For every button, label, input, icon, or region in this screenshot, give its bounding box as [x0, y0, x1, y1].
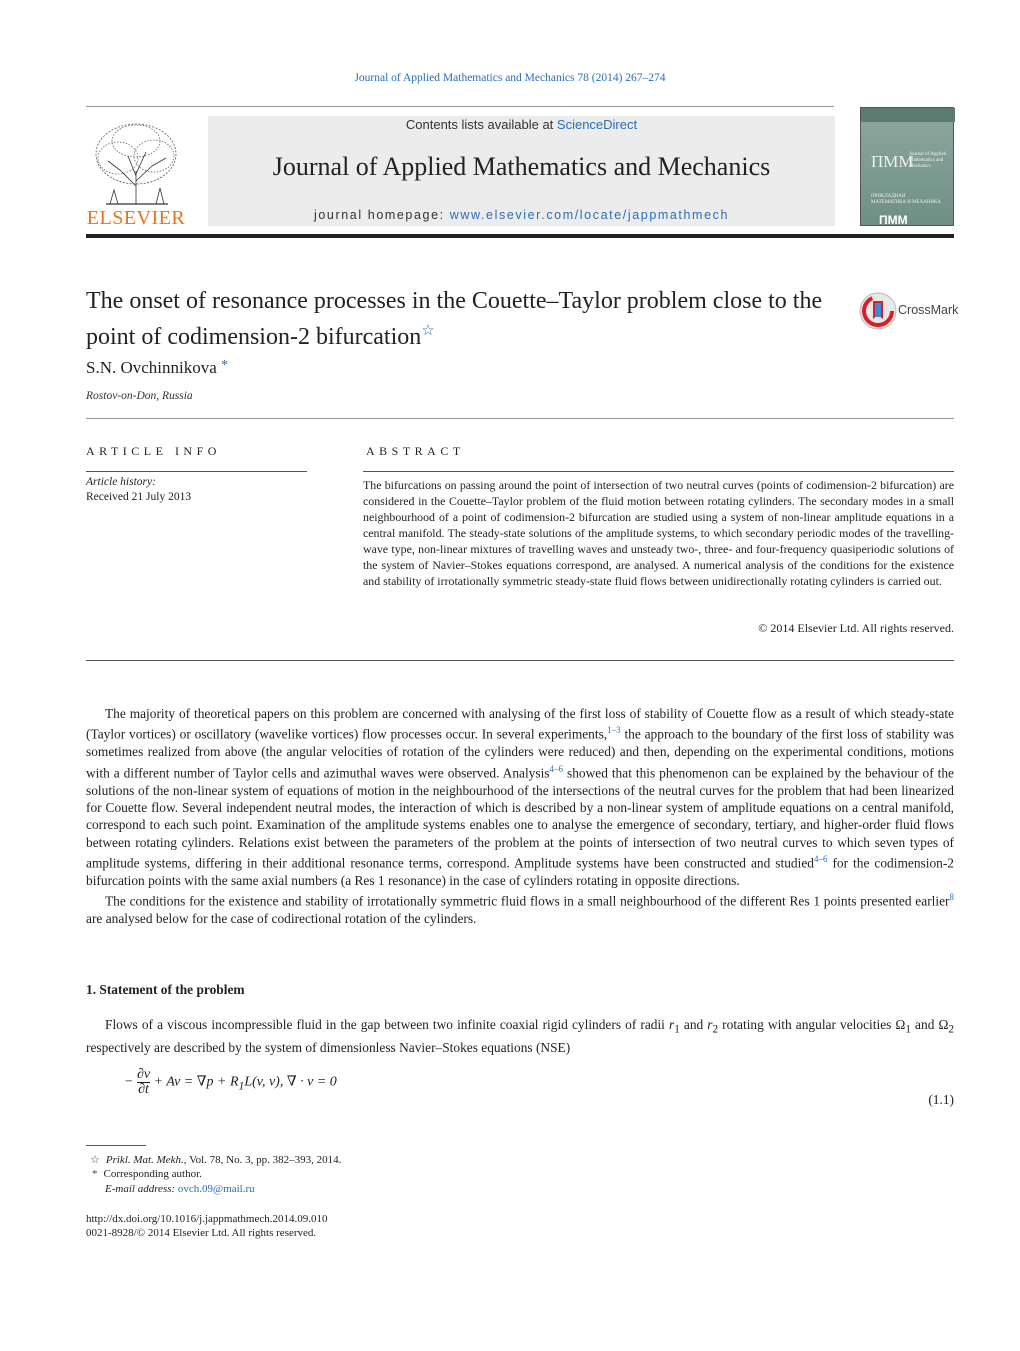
- ref-link-4-6-b[interactable]: 4–6: [813, 854, 828, 865]
- footnote-2-mark: *: [92, 1168, 98, 1180]
- issn-copyright: 0021-8928/© 2014 Elsevier Ltd. All rights reserved.: [86, 1227, 317, 1239]
- sciencedirect-link[interactable]: ScienceDirect: [556, 117, 638, 132]
- author-name: [86, 358, 228, 378]
- title-footnote-mark[interactable]: ☆: [421, 323, 435, 339]
- body-paragraph-group-2: [86, 1016, 954, 1056]
- journal-cover-thumbnail[interactable]: [860, 107, 954, 226]
- body-paragraph-2: [86, 889, 954, 927]
- abstract-rule: [363, 471, 954, 472]
- cover-title: ПММ: [871, 152, 914, 171]
- body-paragraph-3: [86, 1016, 954, 1056]
- p3-and-2: and Ω: [910, 1017, 949, 1032]
- homepage-prefix: journal homepage:: [313, 208, 450, 222]
- p3-text-b: rotating with angular velocities Ω: [718, 1017, 906, 1032]
- article-info-rule: [86, 471, 307, 472]
- footnote-rule: [86, 1145, 146, 1146]
- body-paragraph-1: [86, 705, 954, 889]
- abstract-copyright: © 2014 Elsevier Ltd. All rights reserved.: [758, 621, 954, 635]
- ref-link-8[interactable]: 8: [949, 892, 954, 903]
- body-paragraph-group: [86, 705, 954, 928]
- p1-text-a: The majority of theoretical papers on this problem are concerned with analysing of the first loss of stability of Couette flow as a result of which steady-state (Taylor vortices) or oscillatory (wavelike vortices) flow processes occur. In several experiments,: [86, 706, 954, 742]
- footnote-1-mark: ☆: [90, 1154, 100, 1166]
- journal-name: Journal of Applied Mathematics and Mechanics: [272, 152, 771, 181]
- cover-body-text: ПРИКЛАДНАЯ МАТЕМАТИКА И МЕХАНИКА: [871, 194, 941, 205]
- cover-top-strip: [861, 108, 955, 122]
- equation-minus: −: [124, 1074, 134, 1090]
- affiliation-rule: [86, 418, 954, 419]
- ref-link-1-3[interactable]: 1–3: [607, 725, 621, 736]
- equation-body: + Av = ∇p + R: [153, 1074, 239, 1090]
- omega-2-sub: 2: [948, 1023, 954, 1036]
- equation-denominator: ∂t: [138, 1082, 149, 1097]
- article-received-date: Received 21 July 2013: [86, 491, 192, 503]
- radius-r2: r: [707, 1017, 713, 1032]
- equation-fraction: [137, 1068, 150, 1097]
- radius-r1-sub: 1: [674, 1023, 680, 1036]
- footnote-2-text: Corresponding author.: [103, 1168, 202, 1180]
- header-thick-rule: [86, 234, 954, 238]
- article-title-text: The onset of resonance processes in the Couette–Taylor problem close to the point of codimension-2 bifurcation: [86, 288, 823, 350]
- article-history-title: Article history:: [86, 476, 156, 488]
- radius-r2-sub: 2: [712, 1023, 719, 1036]
- footnote-1: [90, 1153, 341, 1167]
- footnote-email: [105, 1182, 255, 1196]
- doi-link[interactable]: http://dx.doi.org/10.1016/j.jappmathmech.2014.09.010: [86, 1213, 328, 1225]
- article-info-heading: ARTICLE INFO: [86, 444, 221, 458]
- equation-tail: L(v, v), ∇ · v = 0: [244, 1074, 337, 1090]
- contents-available-line: [208, 117, 835, 132]
- p3-and-1: and: [679, 1017, 708, 1032]
- p3-text-a: Flows of a viscous incompressible fluid in the gap between two infinite coaxial rigid cylinders of radii: [105, 1017, 669, 1032]
- header-top-rule: [86, 106, 834, 107]
- crossmark-icon[interactable]: [858, 291, 898, 331]
- cover-bottom-title: ПММ: [879, 213, 908, 227]
- article-title: [86, 286, 846, 352]
- email-link[interactable]: ovch.09@mail.ru: [177, 1183, 255, 1195]
- author-footnote-mark[interactable]: *: [221, 358, 229, 373]
- footnote-2: [92, 1167, 202, 1181]
- journal-citation-link[interactable]: Journal of Applied Mathematics and Mechanics 78 (2014) 267–274: [354, 72, 666, 84]
- author-affiliation: Rostov-on-Don, Russia: [86, 390, 193, 402]
- p2-text-b: are analysed below for the case of codirectional rotation of the cylinders.: [86, 911, 477, 927]
- p1-text-b: the approach to the boundary of the first loss of stability was sometimes realized from above (the angular velocities of rotation of the cylinders were reduced) and then, depending on the experimental conditions, motions with a different number of Taylor cells and azimuthal waves were observed. Analysis: [86, 726, 955, 781]
- p2-text-a: The conditions for the existence and stability of irrotationally symmetric fluid flows in a small neighbourhood of the different Res 1 points presented earlier: [105, 893, 950, 909]
- abstract-text: The bifurcations on passing around the point of intersection of two neutral curves (points of codimension-2 bifurcation) are considered in the Couette–Taylor problem of the fluid motion between rotating cylinders. The secondary modes in a small neighbourhood of a point of codimension-2 bifurcation are studied using a system of non-linear amplitude equations in a central manifold. The steady-state solutions of the amplitude systems, to which secondary periodic modes of the travelling-wave type, non-linear mixtures of travelling waves and unsteady two-, three- and four-frequency quasiperiodic solutions of the system of Navier–Stokes equations correspond, are analysed. A numerical analysis of the conditions for the existence and stability of irrotationally symmetric steady-state fluid flows between unidirectionally rotating cylinders is carried out.: [363, 478, 954, 588]
- crossmark-label[interactable]: CrossMark: [898, 303, 959, 317]
- section-heading-1: 1. Statement of the problem: [86, 982, 245, 997]
- author-name-text[interactable]: S.N. Ovchinnikova: [86, 358, 217, 377]
- equation-number: (1.1): [928, 1092, 954, 1107]
- contents-prefix: Contents lists available at: [405, 117, 557, 132]
- elsevier-wordmark: ELSEVIER: [86, 207, 186, 229]
- journal-homepage-line: [208, 208, 835, 222]
- radius-r1: r: [669, 1017, 675, 1032]
- cover-subtitle: Journal of Applied Mathematics and Mechanics: [909, 152, 947, 169]
- abstract-heading: ABSTRACT: [366, 444, 465, 458]
- p1-text-d: for the codimension-2 bifurcation points with the same axial numbers (a Res 1 resonance) in the case of cylinders rotating in opposite directions.: [86, 855, 954, 889]
- p1-text-c: showed that this phenomenon can be explained by the behaviour of the solutions of the non-linear system of equations of motion in the neighbourhood of the intersections of the neutral curves for the problem that had been linearized for Couette flow. Several independent neutral modes, the interaction of which is described by a non-linear system of amplitude equations on a central manifold, correspond to each such point. Examination of the amplitude systems enables one to analyse the emergence of secondary, tertiary, and higher-order fluid flows between rotating cylinders. Relations exist between the parameters of the problem at the points of intersection of two neutral curves to which seven types of amplitude systems, differing in their additional resonance terms, correspond. Amplitude systems have been constructed and studied: [86, 765, 954, 871]
- p3-text-c: respectively are described by the system of dimensionless Navier–Stokes equations (NSE): [86, 1040, 571, 1056]
- equation-numerator: ∂v: [136, 1067, 151, 1082]
- footnote-1-journal: Prikl. Mat. Mekh.: [105, 1154, 184, 1166]
- abstract-end-rule: [86, 660, 954, 661]
- homepage-link[interactable]: www.elsevier.com/locate/jappmathmech: [449, 208, 730, 222]
- footnote-1-rest: , Vol. 78, No. 3, pp. 382–393, 2014.: [183, 1154, 342, 1166]
- ref-link-4-6-a[interactable]: 4–6: [549, 763, 564, 774]
- equation-1-1: [124, 1068, 337, 1097]
- email-label: E-mail address:: [105, 1183, 178, 1195]
- equation-subscript: 1: [238, 1079, 245, 1093]
- omega-1-sub: 1: [905, 1023, 911, 1036]
